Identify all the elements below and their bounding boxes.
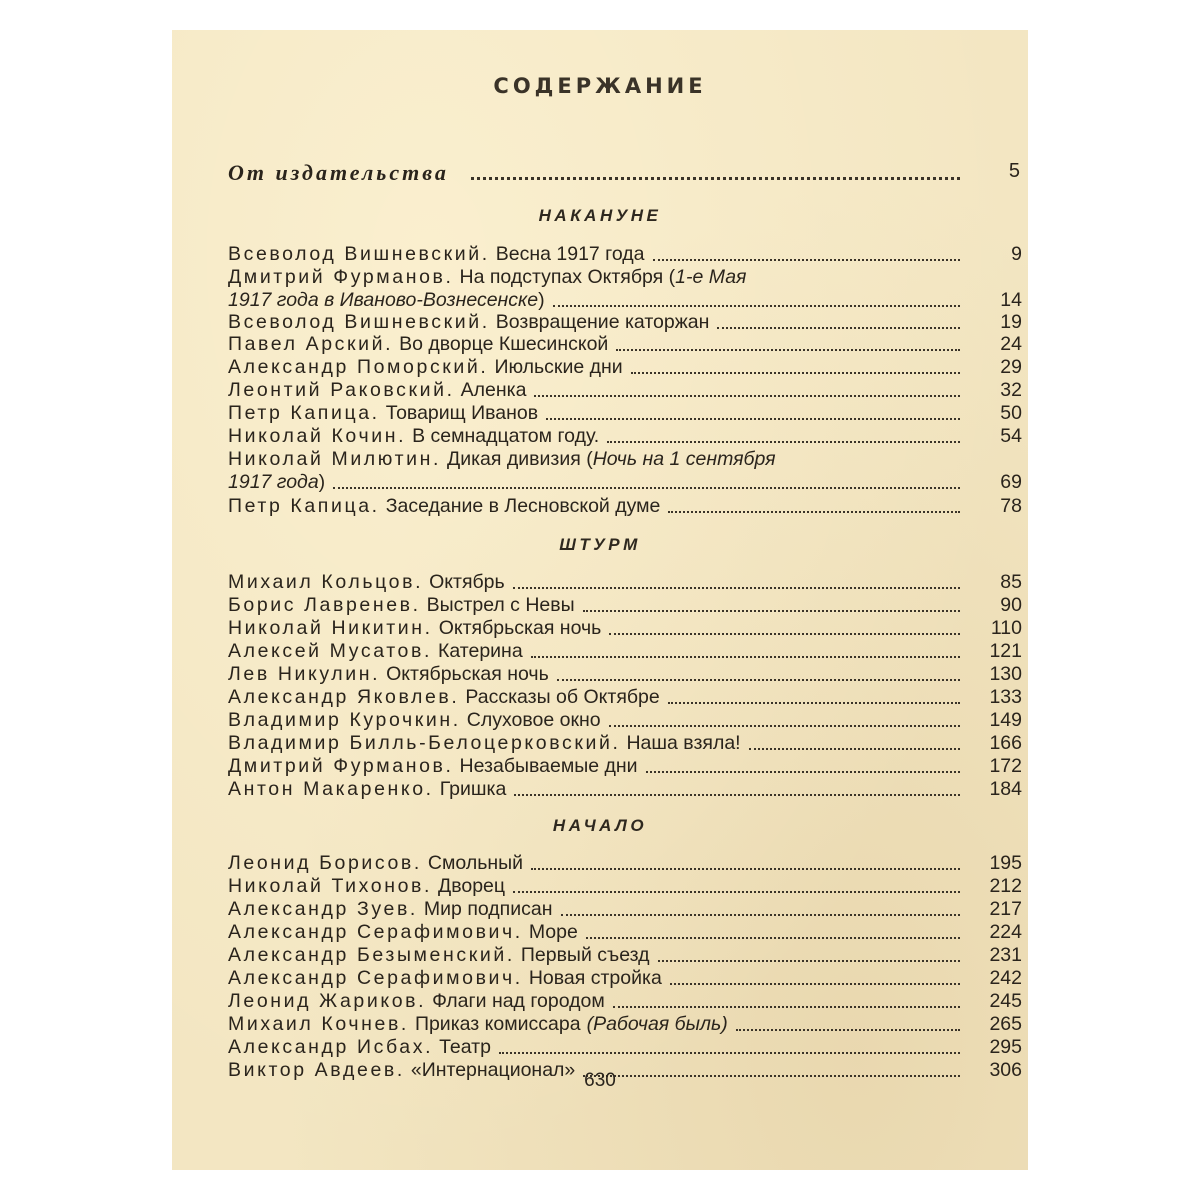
dot-leader [749, 748, 960, 750]
page-number: 54 [1000, 425, 1022, 447]
dot-leader [609, 725, 960, 727]
toc-entry [228, 708, 1022, 732]
page-number: 217 [989, 898, 1022, 920]
page-number: 172 [989, 755, 1022, 777]
entry-title: ) [538, 289, 545, 311]
dot-leader [471, 177, 960, 180]
toc-entry-intro [228, 160, 1020, 190]
entry-title: Гришка [439, 778, 507, 800]
dot-leader [736, 1029, 960, 1031]
toc-entry [228, 265, 968, 289]
toc-entry [228, 754, 1022, 778]
page-number: 19 [1000, 311, 1022, 333]
toc-entry [228, 332, 1022, 356]
page-number: 295 [989, 1036, 1022, 1058]
toc-entry [228, 593, 1022, 617]
entry-author: Михаил Кочнев. [228, 1013, 409, 1035]
dot-leader [531, 656, 960, 658]
entry-title: «Интернационал» [410, 1059, 576, 1081]
dot-leader [653, 259, 960, 261]
entry-title: Октябрьская ночь [386, 663, 549, 685]
entry-title-italic: 1-е Мая [675, 266, 747, 288]
page-number: 231 [989, 944, 1022, 966]
entry-title: Дворец [438, 875, 506, 897]
toc-entry [228, 447, 968, 471]
section-heading: НАЧАЛО [552, 816, 648, 835]
dot-leader [513, 587, 960, 589]
page-folio: 630 [584, 1070, 616, 1091]
page-title: СОДЕРЖАНИЕ [493, 74, 707, 98]
toc-entry [228, 1035, 1022, 1059]
book-page [172, 30, 1028, 1170]
entry-title: Весна 1917 года [495, 243, 645, 265]
entry-author: Александр Серафимович. [228, 921, 523, 943]
section-heading: НАКАНУНЕ [538, 206, 662, 225]
entry-author: Николай Милютин. [228, 448, 441, 470]
page-number: 306 [989, 1059, 1022, 1081]
entry-author: Александр Яковлев. [228, 686, 460, 708]
page-number: 224 [989, 921, 1022, 943]
entry-title: Рассказы об Октябре [465, 686, 660, 708]
entry-title-italic: 1917 года [228, 471, 319, 493]
page-number: 121 [989, 640, 1022, 662]
entry-title: Наша взяла! [626, 732, 741, 754]
entry-title: Незабываемые дни [459, 755, 638, 777]
toc-entry-continuation [228, 470, 1022, 494]
toc-entry [228, 920, 1022, 944]
entry-author: Алексей Мусатов. [228, 640, 432, 662]
dot-leader [546, 418, 960, 420]
dot-leader [531, 868, 960, 870]
entry-author: Леонтий Раковский. [228, 379, 455, 401]
entry-author: Борис Лавренев. [228, 594, 421, 616]
toc-entry [228, 639, 1022, 663]
entry-title-italic: (Рабочая быль) [586, 1013, 728, 1035]
entry-author: Дмитрий Фурманов. [228, 755, 454, 777]
entry-title: Выстрел с Невы [426, 594, 575, 616]
toc-entry [228, 424, 1022, 448]
entry-title-italic: Ночь на 1 сентября [592, 448, 776, 470]
toc-entry [228, 570, 1022, 594]
page-number: 166 [989, 732, 1022, 754]
entry-author: Дмитрий Фурманов. [228, 266, 454, 288]
dot-leader [646, 771, 960, 773]
entry-author: Александр Безыменский. [228, 944, 515, 966]
page-number: 50 [1000, 402, 1022, 424]
toc-entry [228, 1012, 1022, 1036]
toc-entry [228, 851, 1022, 875]
dot-leader [586, 937, 960, 939]
entry-author: Лев Никулин. [228, 663, 381, 685]
page-number: 110 [990, 617, 1022, 639]
dot-leader [668, 702, 960, 704]
page-number: 9 [1011, 243, 1022, 265]
entry-title: Во дворце Кшесинской [399, 333, 609, 355]
entry-title: Смольный [427, 852, 524, 874]
dot-leader [668, 511, 960, 513]
page-number: 245 [989, 990, 1022, 1012]
entry-author: Виктор Авдеев. [228, 1059, 405, 1081]
entry-title: Приказ комиссара [414, 1013, 581, 1035]
dot-leader [613, 1006, 960, 1008]
page-number: 14 [1000, 289, 1022, 311]
page-number: 212 [989, 875, 1022, 897]
toc-entry [228, 662, 1022, 686]
dot-leader [514, 794, 960, 796]
entry-author: Михаил Кольцов. [228, 571, 424, 593]
toc-entry [228, 731, 1022, 755]
section-heading: ШТУРМ [559, 535, 641, 554]
entry-author: Антон Макаренко. [228, 778, 434, 800]
toc-entry [228, 310, 1022, 334]
toc-entry [228, 616, 1022, 640]
entry-title: Катерина [437, 640, 523, 662]
dot-leader [658, 960, 961, 962]
page-number: 5 [1008, 160, 1020, 182]
page-number: 265 [989, 1013, 1022, 1035]
entry-author: Николай Никитин. [228, 617, 433, 639]
entry-title: Товарищ Иванов [385, 402, 539, 424]
entry-title: Мир подписан [423, 898, 553, 920]
page-number: 195 [989, 852, 1022, 874]
entry-author: Петр Капица. [228, 402, 380, 424]
toc-entry [228, 401, 1022, 425]
entry-title: Заседание в Лесновской думе [385, 495, 661, 517]
toc-entry [228, 685, 1022, 709]
entry-title: ) [318, 471, 326, 493]
entry-title: Аленка [460, 379, 527, 401]
page-number: 242 [989, 967, 1022, 989]
dot-leader [561, 914, 961, 916]
page-number: 69 [1000, 471, 1022, 493]
dot-leader [553, 305, 960, 307]
dot-leader [534, 395, 960, 397]
entry-author: Николай Тихонов. [228, 875, 432, 897]
dot-leader [607, 441, 960, 443]
entry-title: Театр [439, 1036, 491, 1058]
entry-author: Петр Капица. [228, 495, 380, 517]
dot-leader [333, 487, 960, 489]
entry-title: В семнадцатом году. [412, 425, 600, 447]
toc-entry [228, 355, 1022, 379]
dot-leader [499, 1052, 960, 1054]
page-number: 24 [1000, 333, 1022, 355]
entry-author: Александр Серафимович. [228, 967, 523, 989]
entry-author: Александр Зуев. [228, 898, 418, 920]
entry-author: Владимир Курочкин. [228, 709, 461, 731]
entry-author: Всеволод Вишневский. [228, 243, 490, 265]
dot-leader [583, 610, 960, 612]
entry-author: Всеволод Вишневский. [228, 311, 490, 333]
dot-leader [631, 372, 960, 374]
page-number: 184 [989, 778, 1022, 800]
page-number: 78 [1000, 495, 1022, 517]
entry-title: Первый съезд [520, 944, 650, 966]
toc-entry [228, 943, 1022, 967]
toc-entry-continuation [228, 288, 1022, 312]
page-number: 90 [1000, 594, 1022, 616]
page-number: 85 [1000, 571, 1022, 593]
dot-leader [670, 983, 960, 985]
toc-entry [228, 897, 1022, 921]
entry-title: Флаги над городом [432, 990, 605, 1012]
dot-leader [717, 327, 960, 329]
dot-leader [616, 349, 960, 351]
entry-title: На подступах Октября ( [459, 266, 676, 288]
toc-entry [228, 242, 1022, 266]
toc-entry [228, 777, 1022, 801]
entry-author: Владимир Билль-Белоцерковский. [228, 732, 621, 754]
entry-author: Леонид Борисов. [228, 852, 422, 874]
intro-label: От издательства [228, 160, 449, 185]
entry-title: Дикая дивизия ( [447, 448, 593, 470]
page-number: 29 [1000, 356, 1022, 378]
entry-author: Николай Кочин. [228, 425, 407, 447]
entry-title: Новая стройка [528, 967, 662, 989]
toc-entry [228, 494, 1022, 518]
entry-author: Александр Исбах. [228, 1036, 434, 1058]
page-number: 133 [989, 686, 1022, 708]
entry-title: Слуховое окно [466, 709, 601, 731]
toc-entry [228, 966, 1022, 990]
entry-author: Леонид Жариков. [228, 990, 427, 1012]
entry-title: Июльские дни [494, 356, 623, 378]
entry-author: Александр Поморский. [228, 356, 489, 378]
toc-entry [228, 378, 1022, 402]
entry-title-italic: 1917 года в Иваново-Вознесенске [228, 289, 539, 311]
entry-title: Октябрьская ночь [438, 617, 602, 639]
dot-leader [609, 633, 960, 635]
entry-author: Павел Арский. [228, 333, 394, 355]
entry-title: Возвращение каторжан [495, 311, 710, 333]
dot-leader [557, 679, 960, 681]
page-number: 130 [989, 663, 1022, 685]
toc-entry [228, 989, 1022, 1013]
page-number: 32 [1000, 379, 1022, 401]
entry-title: Море [528, 921, 578, 943]
entry-title: Октябрь [429, 571, 505, 593]
page-number: 149 [989, 709, 1022, 731]
dot-leader [513, 891, 960, 893]
toc-entry [228, 874, 1022, 898]
